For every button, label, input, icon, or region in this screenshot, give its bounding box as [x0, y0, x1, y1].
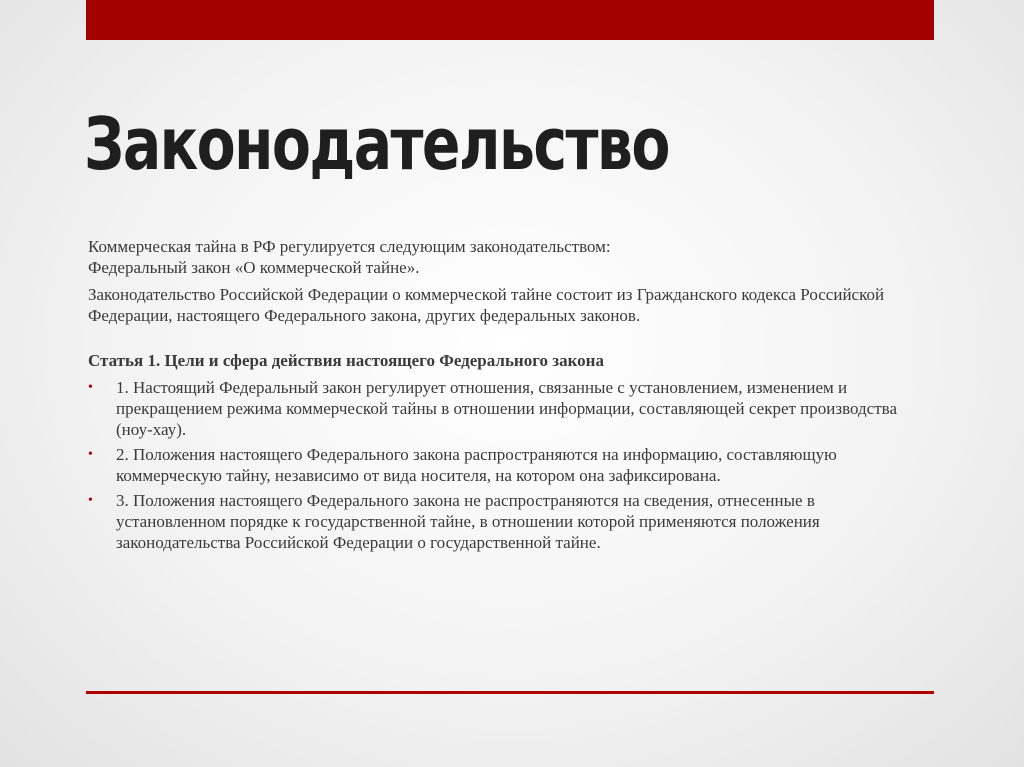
legislation-paragraph: Законодательство Российской Федерации о коммерческой тайне состоит из Гражданского кодекса Российской Федерации, настоящего Федерального закона, других федеральных законов. [88, 285, 885, 325]
bullet-icon: • [88, 380, 93, 395]
article-clauses-list [88, 377, 918, 553]
slide-title: Законодательство [84, 102, 669, 186]
bullet-icon: • [88, 447, 93, 462]
top-accent-bar [86, 0, 934, 40]
list-item [88, 490, 918, 553]
clause-text: 2. Положения настоящего Федерального закона распространяются на информацию, составляющую коммерческую тайну, независимо от вида носителя, на котором она зафиксирована. [116, 445, 837, 485]
article-heading: Статья 1. Цели и сфера действия настоящего Федерального закона [88, 351, 604, 370]
list-item [88, 377, 918, 440]
intro-line-1: Коммерческая тайна в РФ регулируется следующим законодательством: [88, 237, 611, 256]
clause-text: 3. Положения настоящего Федерального закона не распространяются на сведения, отнесенные в установленном порядке к государственной тайне, в отношении которой применяются положения законодательства Российской Федерации о государственной тайне. [116, 491, 820, 552]
slide-content [88, 236, 918, 557]
list-item [88, 444, 918, 486]
bullet-icon: • [88, 493, 93, 508]
clause-text: 1. Настоящий Федеральный закон регулирует отношения, связанные с установлением, изменением и прекращением режима коммерческой тайны в отношении информации, составляющей секрет производства (ноу-хау). [116, 378, 897, 439]
bottom-divider [86, 691, 934, 694]
intro-paragraph [88, 236, 918, 278]
intro-line-2: Федеральный закон «О коммерческой тайне». [88, 258, 420, 277]
